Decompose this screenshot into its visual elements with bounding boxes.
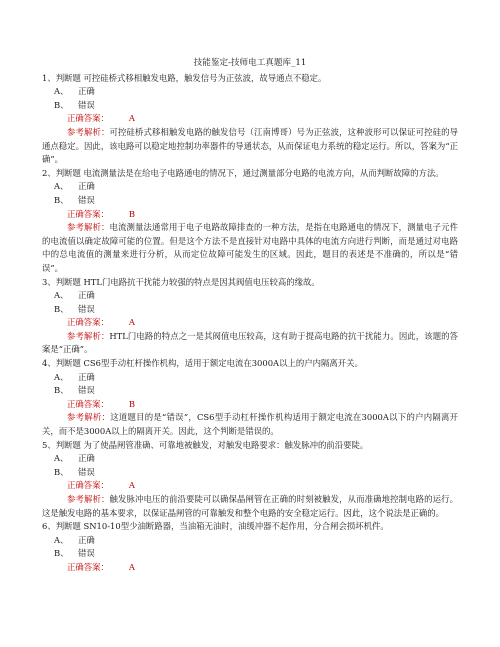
- option-letter: A、: [54, 534, 69, 545]
- option-item: [42, 547, 458, 561]
- option-text: 正确: [78, 290, 95, 301]
- option-item: [42, 384, 458, 398]
- answer-line: [42, 316, 458, 330]
- option-letter: B、: [54, 99, 69, 110]
- question-text: 2、判断题 电流测量法是在给电子电路通电的情况下，通过测量部分电路的电流方向，从而判断故障的方法。: [42, 167, 444, 178]
- answer-value: B: [128, 208, 136, 219]
- option-item: [42, 534, 458, 548]
- answer-value: A: [128, 480, 135, 491]
- option-letter: A、: [54, 371, 69, 382]
- option-text: 错误: [78, 194, 95, 205]
- option-item: [42, 194, 458, 208]
- option-text: 错误: [78, 99, 95, 110]
- question-block: [42, 357, 458, 439]
- answer-line: [42, 479, 458, 493]
- option-item: [42, 180, 458, 194]
- explanation: [42, 493, 458, 520]
- answer-value: A: [128, 317, 135, 328]
- option-text: 正确: [78, 86, 95, 97]
- question-block: [42, 439, 458, 521]
- question-text: 4、判断题 CS6型手动杠杆操作机构，适用于额定电流在3000A以上的户内隔离开关。: [42, 358, 363, 369]
- explanation: [42, 411, 458, 438]
- option-letter: B、: [54, 385, 69, 396]
- option-item: [42, 371, 458, 385]
- option-text: 正确: [78, 371, 95, 382]
- explanation-text: 触发脉冲电压的前沿要陡可以确保晶闸管在正确的时刻被触发，从而准确地控制电路的运行。这是触发电路的基本要求，以保证晶闸管的可靠触发和整个电路的安全稳定运行。因此，这个说法是正确的。: [42, 494, 458, 518]
- explanation: [42, 221, 458, 275]
- question-block: [42, 520, 458, 574]
- document-title: 技能鉴定-技师电工真题库_11: [193, 58, 307, 68]
- option-text: 正确: [78, 453, 95, 464]
- explanation-label: 参考解析：: [67, 222, 110, 233]
- answer-line: [42, 208, 458, 222]
- option-item: [42, 85, 458, 99]
- option-letter: A、: [54, 290, 69, 301]
- option-letter: B、: [54, 548, 69, 559]
- question-text: 1、判断题 可控硅桥式移相触发电路，触发信号为正弦波，故导通点不稳定。: [42, 72, 327, 83]
- answer-value: A: [128, 113, 135, 124]
- explanation-label: 参考解析：: [67, 330, 110, 341]
- option-item: [42, 466, 458, 480]
- option-item: [42, 303, 458, 317]
- option-text: 错误: [78, 385, 95, 396]
- answer-line: [42, 398, 458, 412]
- option-text: 错误: [78, 548, 95, 559]
- option-text: 错误: [78, 303, 95, 314]
- explanation-label: 参考解析：: [67, 412, 111, 423]
- answer-line: [42, 112, 458, 126]
- question-list: [42, 72, 458, 575]
- option-letter: A、: [54, 181, 69, 192]
- option-text: 错误: [78, 466, 95, 477]
- explanation-text: HTL门电路的特点之一是其阀值电压较高，这有助于提高电路的抗干扰能力。因此，该题的答案是“正确”。: [42, 330, 459, 355]
- answer-line: [42, 561, 458, 575]
- answer-label: 正确答案：: [67, 480, 109, 491]
- answer-label: 正确答案：: [67, 317, 109, 328]
- explanation: [42, 330, 458, 357]
- explanation-text: 可控硅桥式移相触发电路的触发信号（江南博哥）号为正弦波，这种波形可以保证可控硅的导通点稳定。因此，该电路可以稳定地控制功率器件的导通状态，从而保证电力系统的稳定运行。所以，答案为“正确”。: [42, 126, 458, 165]
- option-text: 正确: [78, 181, 95, 192]
- option-text: 正确: [78, 534, 95, 545]
- explanation: [42, 126, 458, 167]
- question-text: 5、判断题 为了使晶闸管准确、可靠地被触发，对触发电路要求：触发脉冲的前沿要陡。: [42, 439, 369, 450]
- answer-value: B: [128, 398, 136, 409]
- option-letter: B、: [54, 194, 69, 205]
- explanation-text: 这道题目的是“错误”，CS6型手动杠杆操作机构适用于额定电流在3000A以下的户内隔离开关，而不是3000A以上的隔离开关。因此，这个判断是错误的。: [42, 412, 458, 437]
- option-letter: A、: [54, 86, 69, 97]
- option-item: [42, 99, 458, 113]
- answer-label: 正确答案：: [67, 113, 109, 124]
- question-text: 6、判断题 SN10-10型少油断路器，当油箱无油时，油缓冲器不起作用，分合闸会损坏机件。: [42, 521, 389, 532]
- option-item: [42, 452, 458, 466]
- answer-label: 正确答案：: [67, 208, 109, 219]
- question-block: [42, 276, 458, 358]
- question-block: [42, 167, 458, 276]
- question-block: [42, 72, 458, 167]
- question-text: 3、判断题 HTL门电路抗干扰能力较强的特点是因其阀值电压较高的缘故。: [42, 276, 320, 287]
- option-letter: B、: [54, 303, 69, 314]
- answer-label: 正确答案：: [67, 561, 109, 572]
- option-letter: B、: [54, 466, 69, 477]
- explanation-text: 电流测量法通常用于电子电路故障排查的一种方法，是指在电路通电的情况下，测量电子元件的电流值以确定故障可能的位置。但是这个方法不是直接针对电路中具体的电流方向进行判断，而是通过对电路中的总电流值的测量来进行分析，从而定位故障可能发生的区域。因此，题目的表述是不准确的，所以是“错误”。: [42, 222, 458, 273]
- answer-label: 正确答案：: [67, 398, 109, 409]
- option-item: [42, 289, 458, 303]
- explanation-label: 参考解析：: [67, 494, 110, 504]
- answer-value: A: [128, 561, 135, 572]
- option-letter: A、: [54, 453, 69, 464]
- explanation-label: 参考解析：: [67, 126, 110, 137]
